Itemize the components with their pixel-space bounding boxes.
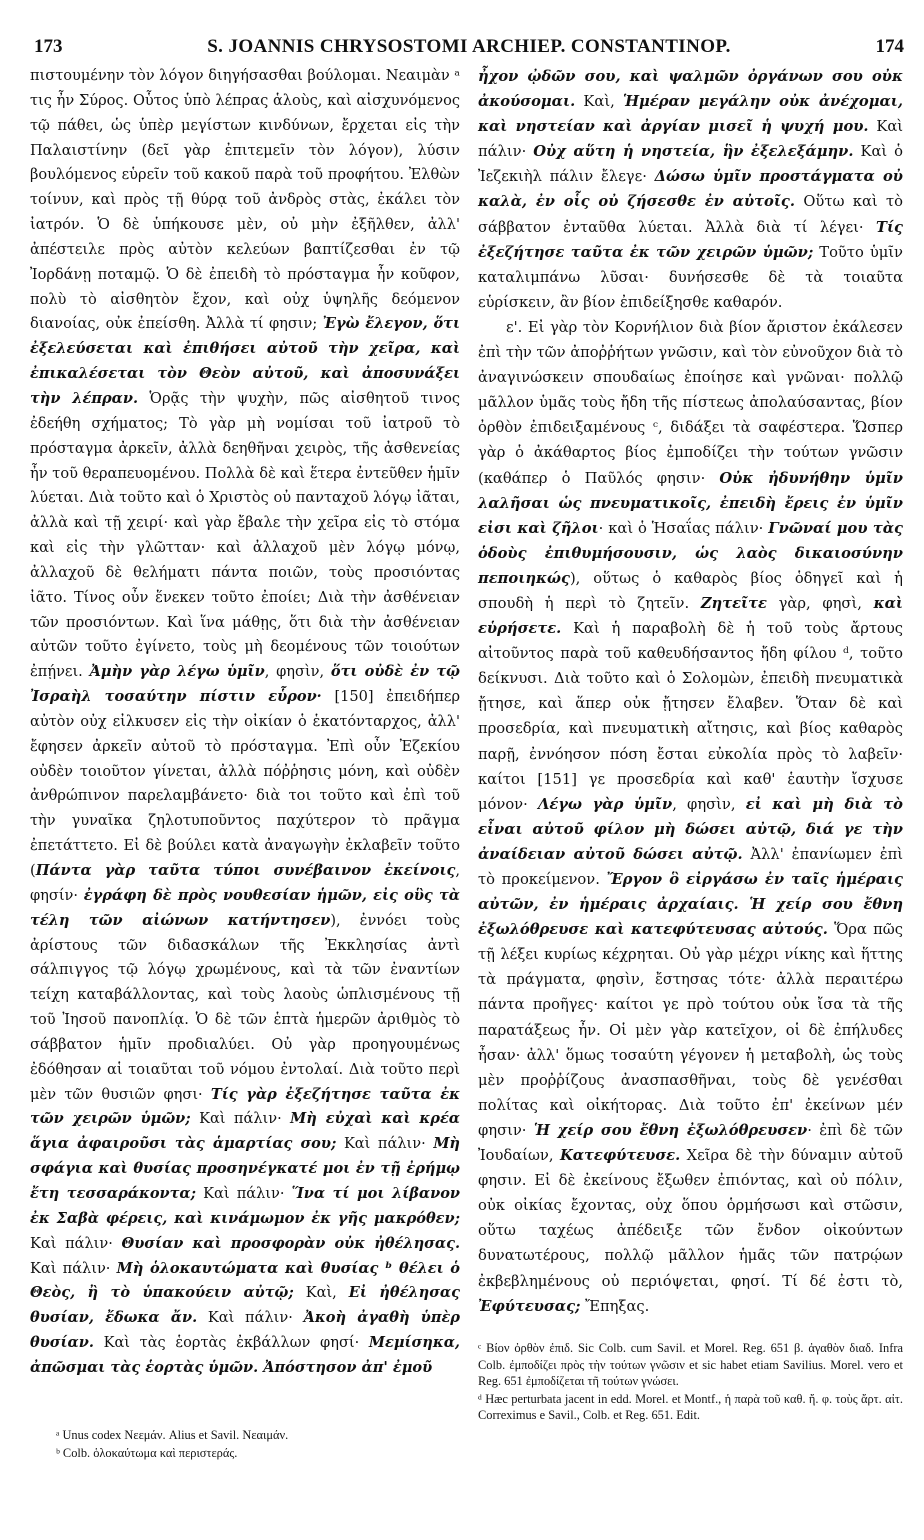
text-run: ε'. Εἰ γὰρ τὸν Κορνήλιον διὰ βίον ἄριστον ἐκάλεσεν ἐπὶ τὴν τῶν ἀποῤῥήτων γνῶσιν, καὶ τὸν εὐνοῦχον διὰ τὸ ἀναγινώσκειν σπουδαίως ἐποίησε καὶ γνῶναι· πολλῷ μᾶλλον ὑμᾶς τοὺς ἤδη τῆς πίστεως ἀπολαύσαντας, βίον ὀρθὸν ἐπιδειξαμένους ᶜ, διδάξει τὰ σαφέστερα. Ὥσπερ γὰρ ὁ ἀκάθαρτος βίος ἐμποδίζει τὴν τούτων γνῶσιν (καθάπερ ὁ Παῦλός φησιν· — [478, 318, 903, 487]
running-header — [34, 30, 904, 60]
scripture-quote: Ἔργον ὃ εἰργάσω ἐν ταῖς ἡμέραις αὐτῶν, ἐν ἡμέραις ἀρχαίαις. Ἡ χείρ σου ἔθνη ἐξωλόθρευσε καὶ κατεφύτευσας αὐτούς. — [478, 871, 903, 939]
right-column — [478, 64, 903, 1319]
scripture-quote: Ἐγὼ ἔλεγον, ὅτι ἐξελεύσεται καὶ ἐπιθήσει αὐτοῦ τὴν χεῖρα, καὶ ἐπικαλέσεται τὸν Θεὸν αὐτοῦ, καὶ ἀποσυνάξει τὴν λέπραν. — [30, 315, 460, 407]
text-run: Καὶ, — [293, 1284, 349, 1302]
text-run: , φησὶν, — [672, 795, 746, 813]
text-run: Καὶ πάλιν· — [30, 1234, 122, 1252]
footnotes-left — [56, 1427, 456, 1461]
page-number-right: 174 — [875, 36, 904, 57]
text-run: , φησὶν, — [264, 663, 331, 681]
scripture-quote: Μὴ ὁλοκαυτώματα καὶ θυσίας ᵇ θέλει ὁ Θεὸς, ἢ τὸ ὑπακούειν αὐτῷ; — [30, 1259, 461, 1302]
text-run: πιστουμένην τὸν λόγον διηγήσασθαι βούλομαι. Νεαιμὰν ᵃ τις ἦν Σύρος. Οὗτος ὑπὸ λέπρας ἁλοὺς, καὶ αἰσχυνόμενος τῷ πάθει, ὡς ὑπὲρ μεγίστων κινδύνων, ἔρχεται εἰς τὴν Παλαιστίνην (δεῖ γὰρ ἐπιτεμεῖν τὸν λόγον), λύσιν βουλόμενος εὑρεῖν τοῦ κακοῦ παρὰ τοῦ προφήτου. Ἐλθὼν τοίνυν, καὶ πρὸς τῇ θύρᾳ τοῦ ἀνδρὸς στὰς, ἐκάλει τὸν ἰατρόν. Ὁ δὲ ὑπήκουσε μὲν, οὐ μὴν ἐξῆλθεν, ἀλλ' ἀπέστειλε πρὸς αὐτὸν κελεύων βαπτίζεσθαι ἐν τῷ Ἰορδάνῃ ποταμῷ. Ὁ δὲ ἐπειδὴ τὸ πρόσταγμα ἦν κοῦφον, πολὺ τὸ αἰσθητὸν ἔχον, καὶ οὐχ ὑψηλῆς δεόμενον διανοίας, οὐκ ἐπείσθη. Ἀλλὰ τί φησιν; — [30, 67, 460, 333]
scripture-quote: Κατεφύτευσε. — [559, 1147, 681, 1165]
text-run: · ἐπὶ δὲ τῶν Ἰουδαίων, — [478, 1121, 903, 1165]
scripture-quote: Θυσίαν καὶ προσφορὰν οὐκ ἠθέλησας. — [121, 1234, 461, 1252]
text-run: ), οὕτως ὁ καθαρὸς βίος ὁδηγεῖ καὶ ἡ σπουδὴ ἡ περὶ τὸ ζητεῖν. — [478, 569, 903, 612]
footnote: ᵃ Unus codex Νεεμάν. Alius et Savil. Νεαιμάν. — [56, 1428, 289, 1442]
text-run: Καὶ ὁ Ἰεζεκιὴλ πάλιν ἔλεγε· — [478, 143, 903, 186]
scripture-quote: Τίς ἐξεζήτησε ταῦτα ἐκ τῶν χειρῶν ὑμῶν; — [478, 218, 903, 261]
scripture-quote: ὅτι οὐδὲ ἐν τῷ Ἰσραὴλ τοσαύτην πίστιν εὗρον· — [30, 663, 461, 706]
text-run: Χεῖρα δὲ τὴν δύναμιν αὐτοῦ φησιν. Εἰ δὲ ἐκείνους ἔξωθεν ἐπιόντας, καὶ οὐ πόλιν, οὐκ οἰκίας ἔχοντας, οὐχ ὅπου ὁρμήσωσι καὶ στῶσιν, οὕτω ταχέως ἀπέδειξε τῶν ἔνδον οἰκούντων δυνατωτέρους, πολλῷ μᾶλλον ἡμᾶς τῶν πατρῴων ἐκβεβλημένους οὐ περιόψεται, φησί. Τί δέ ἐστι τὸ, — [478, 1147, 903, 1290]
paragraph — [478, 64, 903, 315]
scripture-quote: Ἀμὴν γὰρ λέγω ὑμῖν — [89, 663, 265, 681]
scripture-quote: καὶ εὑρήσετε. — [478, 594, 903, 638]
text-run: Καὶ πάλιν· — [478, 118, 904, 161]
scripture-quote: Ἐφύτευσας; — [478, 1297, 581, 1315]
scripture-quote: Μεμίσηκα, ἀπῶσμαι τὰς ἑορτὰς ὑμῶν. Ἀπόστησον ἀπ' ἐμοῦ — [30, 1334, 460, 1376]
text-run: γὰρ, φησὶ, — [766, 594, 874, 612]
scripture-quote: Ἀκοὴ ἀγαθὴ ὑπὲρ θυσίαν. — [30, 1309, 460, 1352]
scripture-quote: Ἡμέραν μεγάλην οὐκ ἀνέχομαι, καὶ νηστείαν καὶ ἀργίαν μισεῖ ἡ ψυχή μου. — [478, 93, 903, 136]
text-run: [150] ἐπειδήπερ αὐτὸν οὐχ εἰλκυσεν εἰς τὴν οἰκίαν ὁ ἑκατόνταρχος, ἀλλ' ἔφησεν ἀρκεῖν αὐτοῦ τὸ πρόσταγμα. Ἐπὶ οὖν Ἐζεκίου οὐδὲν τοιοῦτον γίνεται, ἀλλὰ πόῤῥησις μόνη, καὶ οὐδὲν ἀνθρώπινον παρελαμβάνετο· διὰ τοι τοῦτο καὶ ἐπὶ τοῦ τὴν γυναῖκα ζηλοτυποῦντος παχύτερον τὸ πρᾶγμα ἐπετάττετο. Εἰ δὲ βούλει κατὰ ἀναγωγὴν ἐκλαβεῖν τοῦτο ( — [30, 688, 460, 879]
text-run: Καὶ πάλιν· — [196, 1184, 292, 1202]
text-run: Ἔπηξας. — [580, 1297, 650, 1315]
scripture-quote: εἰ καὶ μὴ διὰ τὸ εἶναι αὐτοῦ φίλον μὴ δώσει αὐτῷ, διά γε τὴν ἀναίδειαν αὐτοῦ δώσει αὐτῷ. — [478, 795, 903, 863]
scripture-quote: Ζητεῖτε — [700, 594, 767, 612]
text-run: , φησίν· — [30, 862, 460, 904]
text-run: Ὅρα πῶς τῇ λέξει κυρίως κέχρηται. Οὐ γὰρ μέχρι νίκης καὶ ἥττης τὰ πράγματα, φησὶν, ἔστησας τότε· ἀλλὰ περαιτέρω πάντα προῆγες· καίτοι γε πρὸ τούτου οὐκ ἴσα τὰ τῆς παρατάξεως ἦν. Οἱ μὲν γὰρ κατεῖχον, οἱ δὲ ἐπήλυδες ἦσαν· ἀλλ' ὅμως τοσαύτη γέγονεν ἡ μεταβολὴ, ὡς τοὺς μὲν προῤῥίζους ἀνασπασθῆναι, τοὺς δὲ γενέσθαι πολίτας καὶ οἰκήτορας. Διὰ τοῦτο ἐπ' ἐκείνων μέν φησιν· — [478, 921, 903, 1139]
paragraph — [478, 315, 903, 1319]
text-run: Καὶ, — [575, 93, 623, 111]
scripture-quote: Μὴ σφάγια καὶ θυσίας προσηνέγκατέ μοι ἐν τῇ ἐρήμῳ ἔτη τεσσαράκοντα; — [30, 1135, 460, 1202]
text-run: Οὕτω καὶ τὸ σάββατον ἐνταῦθα λύεται. Ἀλλὰ διὰ τί λέγει· — [478, 193, 903, 236]
scripture-quote: Ἡ χείρ σου ἔθνη ἐξωλόθρευσεν — [533, 1121, 808, 1139]
page-number-left: 173 — [34, 36, 63, 57]
footnote: ᵈ Hæc perturbata jacent in edd. Morel. et Montf., ἡ παρὰ τοῦ καθ. ἤ. φ. τοὺς ἄρτ. αἰτ. Correximus e Savil., Colb. et Reg. 651. Edit. — [478, 1391, 903, 1422]
scripture-quote: Μὴ εὐχαὶ καὶ κρέα ἅγια ἀφαιροῦσι τὰς ἁμαρτίας σου; — [30, 1110, 460, 1153]
scripture-quote: Εἰ ἠθέλησας θυσίαν, ἔδωκα ἄν. — [30, 1284, 460, 1327]
scripture-quote: Τίς γὰρ ἐξεζήτησε ταῦτα ἐκ τῶν χειρῶν ὑμῶν; — [30, 1085, 461, 1128]
scripture-quote: Γνῶναί μου τὰς ὁδοὺς ἐπιθυμήσουσιν, ὡς λαὸς δικαιοσύνην πεποιηκώς — [478, 519, 904, 587]
text-run: Καὶ πάλιν· — [336, 1135, 434, 1153]
running-title: S. JOANNIS CHRYSOSTOMI ARCHIEP. CONSTANTINOP. — [207, 36, 731, 57]
scripture-quote: ἦχον ᾠδῶν σου, καὶ ψαλμῶν ὀργάνων σου οὐκ ἀκούσομαι. — [478, 68, 903, 111]
scripture-quote: Οὐκ ἠδυνήθην ὑμῖν λαλῆσαι ὡς πνευματικοῖς, ἐπειδὴ ἔρεις ἐν ὑμῖν εἰσι καὶ ζῆλοι — [478, 469, 903, 537]
footnotes-right — [478, 1340, 903, 1424]
text-run: Καὶ πάλιν· — [30, 1259, 117, 1277]
text-run: Καὶ πάλιν· — [190, 1110, 291, 1128]
scripture-quote: Πάντα γὰρ ταῦτα τύποι συνέβαινον ἐκείνοις — [35, 862, 456, 879]
text-run: Ὁρᾷς τὴν ψυχὴν, πῶς αἰσθητοῦ τινος ἐδεήθη σχήματος; Τὸ γὰρ μὴ νομίσαι τοῦ ἰατροῦ τὸ πρόσταγμα ἀρκεῖν, ἀλλὰ δεηθῆναι χειρὸς, τῆς ἀσθενείας ἦν τοῦ θεραπευομένου. Πολλὰ δὲ καὶ ἕτερα ἐντεῦθεν ἡμῖν λύεται. Διὰ τοῦτο καὶ ὁ Χριστὸς οὐ πανταχοῦ λόγῳ ἰᾶται, ἀλλὰ καὶ τῇ χειρί· καὶ γὰρ ἔβαλε τὴν χεῖρα εἰς τὸ στόμα καὶ εἰς τὴν γλῶτταν· καὶ ἀλλαχοῦ μὲν λόγῳ μόνῳ, ἀλλαχοῦ δὲ θελήματι πάντα ποιῶν, τοὺς προσιόντας ἰᾶτο. Τίνος οὖν ἕνεκεν τοῦτο ἐποίει; Διὰ τὴν ἀσθένειαν τῶν προσιόντων. Καὶ ἵνα μάθῃς, ὅτι διὰ τὴν ἀσθένειαν αὐτῶν τοῦτο ἐγίνετο, τοὺς μὴ δεομένους τῶν τοιούτων ἐπῄνει. — [30, 389, 460, 681]
text-run: · καὶ ὁ Ἡσαΐας πάλιν· — [598, 519, 769, 537]
text-run: Τοῦτο ὑμῖν καταλιμπάνω λῦσαι· δυνήσεσθε δὲ τὰ τοιαῦτα εὑρίσκειν, ἂν βίον ἐπιδείξησθε καθαρόν. — [478, 243, 903, 311]
footnote: ᵇ Colb. ὁλοκαύτωμα καὶ περιστεράς. — [56, 1445, 238, 1460]
scripture-quote: Δώσω ὑμῖν προστάγματα οὐ καλὰ, ἐν οἷς οὐ ζήσεσθε ἐν αὐτοῖς. — [478, 168, 903, 211]
text-run: Καὶ ἡ παραβολὴ δὲ ἡ τοῦ τοὺς ἄρτους αἰτοῦντος παρὰ τοῦ καθευδήσαντος ἤδη φίλου ᵈ, τοῦτο δείκνυσι. Διὰ τοῦτο καὶ ὁ Σολομὼν, ἐπειδὴ πνευματικὰ ᾔτησε, καὶ ἅπερ οὐκ ᾔτησεν ἔλαβεν. Ὅταν δὲ καὶ προσεδρία, καὶ πνευματικὴ αἴτησις, καὶ βίος καθαρὸς παρῇ, ἐννόησον πόση ἔσται εὐκολία πρὸς τὸ λαβεῖν· καίτοι [151] γε προσεδρία καὶ καθ' ἑαυτὴν ἴσχυσε μόνον· — [478, 620, 903, 813]
scripture-quote: ἐγράφη δὲ πρὸς νουθεσίαν ἡμῶν, εἰς οὓς τὰ τέλη τῶν αἰώνων κατήντησεν — [30, 886, 460, 929]
text-run: Ἀλλ' ἐπανίωμεν ἐπὶ τὸ προκείμενον. — [478, 845, 903, 888]
paragraph — [30, 64, 460, 1381]
footnote: ᶜ Βίον ὀρθὸν ἐπιδ. Sic Colb. cum Savil. et Morel. Reg. 651 β. ἀγαθὸν διαδ. Infra Colb. ἐμποδίζει πρὸς τὴν τούτων γνῶσιν et sic habet etiam Savilius. Morel. vero et Reg. 651 ἐμποδίζεται τῆ τούτων γνώσει. — [478, 1341, 903, 1388]
left-column — [30, 64, 460, 1381]
text-run: Καὶ πάλιν· — [197, 1309, 304, 1327]
text-run: ), ἐννόει τοὺς ἀρίστους τῶν διδασκάλων τῆς Ἐκκλησίας ἀντὶ σάλπιγγος τῷ λόγῳ χρωμένους, καὶ τὰ τῶν ἐναντίων τείχη καταβάλλοντας, καὶ τοὺς λαοὺς ὡπλισμένους τῇ τοῦ Ἰησοῦ πανοπλίᾳ. Ὁ δὲ τῶν ἑπτὰ ἡμερῶν ἀριθμὸς τὸ σάββατον ἡμῖν προδιαλύει. Οὐ γὰρ προηγουμένως ἐδόθησαν αἱ τοιαῦται τοῦ νόμου ἐντολαί. Διὰ τοῦτο περὶ μὲν τῶν θυσιῶν φησι· — [30, 911, 460, 1103]
text-run: Καὶ τὰς ἑορτὰς ἐκβάλλων φησί· — [93, 1334, 369, 1352]
scripture-quote: Οὐχ αὕτη ἡ νηστεία, ἣν ἐξελεξάμην. — [533, 143, 854, 161]
scripture-quote: Ἵνα τί μοι λίβανον ἐκ Σαβὰ φέρεις, καὶ κινάμωμον ἐκ γῆς μακρόθεν; — [30, 1184, 460, 1227]
scripture-quote: Λέγω γὰρ ὑμῖν — [537, 795, 673, 813]
